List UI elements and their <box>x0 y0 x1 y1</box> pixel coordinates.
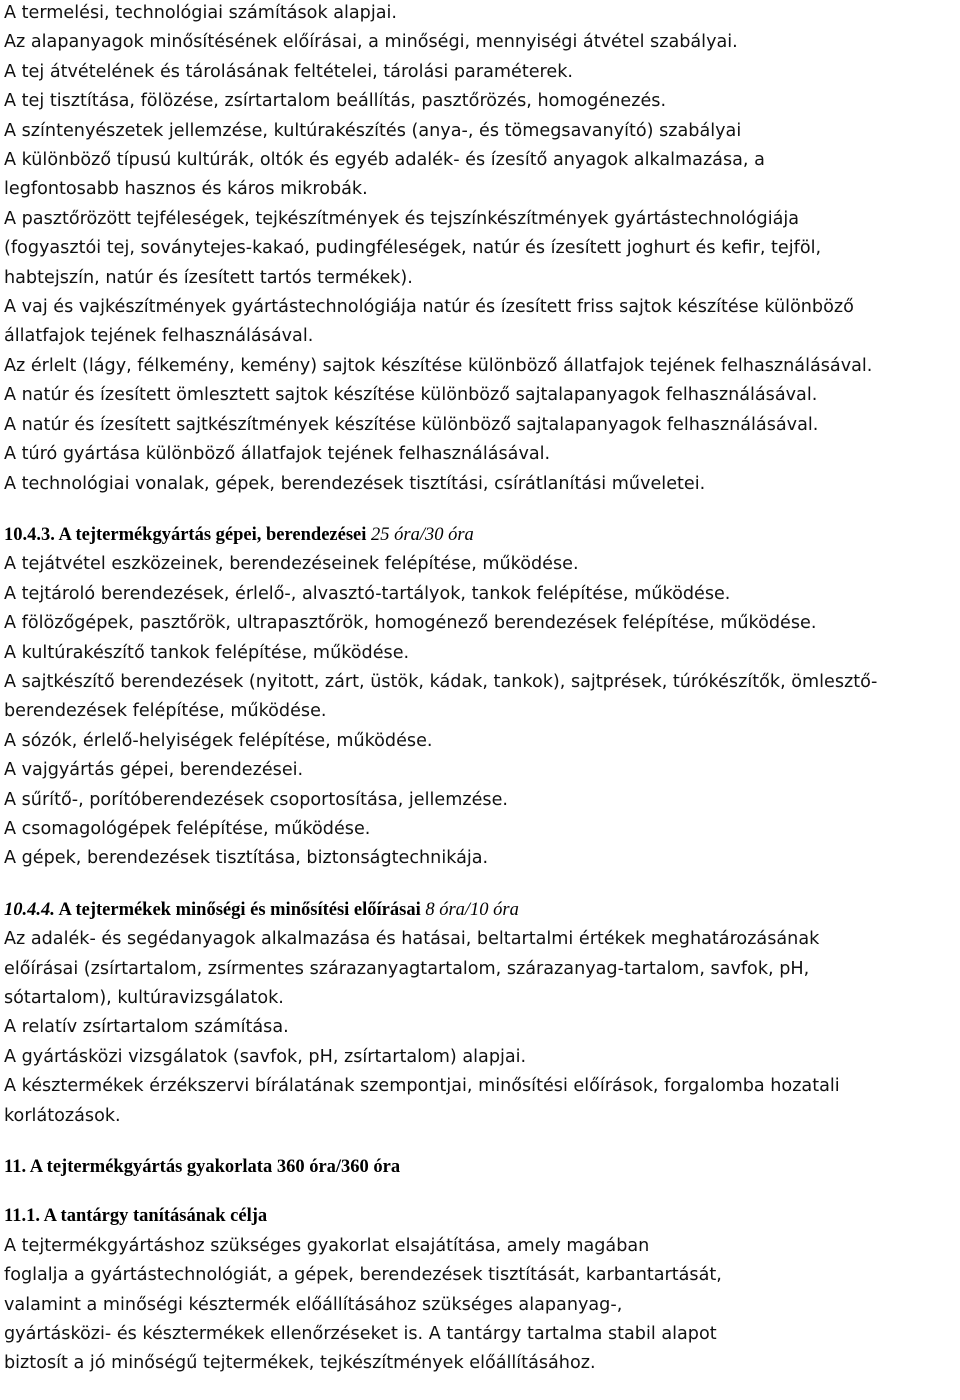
section-heading-11-1: 11.1. A tantárgy tanításának célja <box>4 1206 268 1227</box>
content-line: A gépek, berendezések tisztítása, biztonságtechnikája. <box>4 848 489 869</box>
content-list-10-4-4 <box>4 925 954 1131</box>
content-line: A natúr és ízesített ömlesztett sajtok készítése különböző sajtalapanyagok felhasználásával. <box>4 385 818 406</box>
content-line: A tej átvételének és tárolásának feltételei, tárolási paraméterek. <box>4 61 573 82</box>
content-line: gyártásközi- és késztermékek ellenőrzéseket is. A tantárgy tartalma stabil alapot <box>4 1324 717 1345</box>
content-line: Az adalék- és segédanyagok alkalmazása és hatásai, beltartalmi értékek meghatározásának <box>4 929 820 950</box>
content-line: Az érlelt (lágy, félkemény, kemény) sajtok készítése különböző állatfajok tejének felhasználásával. <box>4 355 873 376</box>
spacer <box>4 1131 954 1153</box>
content-line: A technológiai vonalak, gépek, berendezések tisztítási, csírátlanítási műveletei. <box>4 473 706 494</box>
content-line: A tejátvétel eszközeinek, berendezéseinek felépítése, működése. <box>4 554 579 575</box>
content-line: A színtenyészetek jellemzése, kultúrakészítés (anya-, és tömegsavanyító) szabályai <box>4 120 742 141</box>
content-line: A gyártásközi vizsgálatok (savfok, pH, zsírtartalom) alapjai. <box>4 1046 527 1067</box>
content-line: A tejtároló berendezések, érlelő-, alvasztó-tartályok, tankok felépítése, működése. <box>4 583 731 604</box>
section-title: A tejtermékgyártás gépei, berendezései <box>58 524 367 545</box>
content-line: A relatív zsírtartalom számítása. <box>4 1017 289 1038</box>
content-list-10-4-3 <box>4 550 954 873</box>
content-line: A csomagológépek felépítése, működése. <box>4 818 371 839</box>
section-heading-10-4-4 <box>4 896 954 925</box>
spacer <box>4 499 954 521</box>
section-number: 10.4.4. <box>4 899 55 920</box>
section-number: 10.4.3. <box>4 524 55 545</box>
content-line: valamint a minőségi késztermék előállításához szükséges alapanyag-, <box>4 1294 623 1315</box>
content-line: A tejtermékgyártáshoz szükséges gyakorlat elsajátítása, amely magában <box>4 1235 650 1256</box>
content-list-11-1 <box>4 1232 954 1379</box>
content-line: A késztermékek érzékszervi bírálatának szempontjai, minősítési előírások, forgalomba hozatali <box>4 1076 840 1097</box>
content-line: A vajgyártás gépei, berendezései. <box>4 760 304 781</box>
content-line: A natúr és ízesített sajtkészítmények készítése különböző sajtalapanyagok felhasználásával. <box>4 414 819 435</box>
content-line: (fogyasztói tej, soványtejes-kakaó, pudingféleségek, natúr és ízesített joghurt és kefir, tejföl, <box>4 238 822 259</box>
content-line: A pasztőrözött tejféleségek, tejkészítmények és tejszínkészítmények gyártástechnológiája <box>4 208 800 229</box>
content-line: A különböző típusú kultúrák, oltók és egyéb adalék- és ízesítő anyagok alkalmazása, a <box>4 150 765 171</box>
section-title: A tejtermékek minőségi és minősítési előírásai <box>58 899 421 920</box>
content-line: biztosít a jó minőségű tejtermékek, tejkészítmények előállításához. <box>4 1353 596 1374</box>
content-line: A vaj és vajkészítmények gyártástechnológiája natúr és ízesített friss sajtok készítése különböző <box>4 297 854 318</box>
content-line: Az alapanyagok minősítésének előírásai, a minőségi, mennyiségi átvétel szabályai. <box>4 32 738 53</box>
content-line: A termelési, technológiai számítások alapjai. <box>4 3 397 23</box>
document-page <box>4 0 954 1379</box>
content-line: berendezések felépítése, működése. <box>4 701 327 722</box>
section-heading-10-4-3 <box>4 521 954 550</box>
content-line: A kultúrakészítő tankok felépítése, működése. <box>4 642 410 663</box>
content-line: foglalja a gyártástechnológiát, a gépek, berendezések tisztítását, karbantartását, <box>4 1265 722 1286</box>
section-hours: 8 óra/10 óra <box>425 899 519 920</box>
content-line: állatfajok tejének felhasználásával. <box>4 326 314 347</box>
content-line: A sajtkészítő berendezések (nyitott, zárt, üstök, kádak, tankok), sajtprések, túrókészítők, ömlesztő- <box>4 671 878 692</box>
content-list-section-a <box>4 0 954 499</box>
content-line: A sózók, érlelő-helyiségek felépítése, működése. <box>4 730 433 751</box>
content-line: habtejszín, natúr és ízesített tartós termékek). <box>4 267 413 288</box>
content-line: A túró gyártása különböző állatfajok tejének felhasználásával. <box>4 444 551 465</box>
content-line: korlátozások. <box>4 1105 121 1126</box>
content-line: legfontosabb hasznos és káros mikrobák. <box>4 179 368 200</box>
content-line: A fölözőgépek, pasztőrök, ultrapasztőrök, homogénező berendezések felépítése, működése. <box>4 613 817 634</box>
section-heading-11: 11. A tejtermékgyártás gyakorlata 360 óra/360 óra <box>4 1157 401 1178</box>
content-line: előírásai (zsírtartalom, zsírmentes szárazanyagtartalom, szárazanyag-tartalom, savfok, pH, <box>4 958 810 979</box>
spacer <box>4 874 954 896</box>
content-line: A sűrítő-, porítóberendezések csoportosítása, jellemzése. <box>4 789 509 810</box>
spacer <box>4 1182 954 1202</box>
section-hours: 25 óra/30 óra <box>371 524 474 545</box>
content-line: A tej tisztítása, fölözése, zsírtartalom beállítás, pasztőrözés, homogénezés. <box>4 91 667 112</box>
content-line: sótartalom), kultúravizsgálatok. <box>4 988 284 1008</box>
